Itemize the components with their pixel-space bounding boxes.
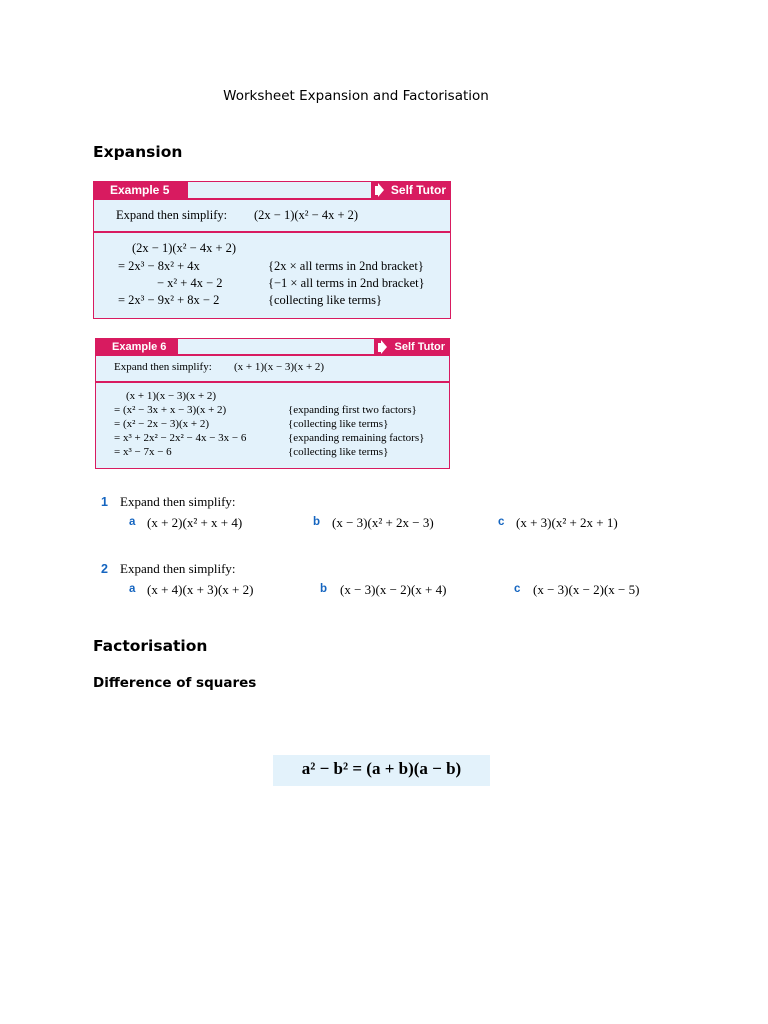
example-5-header	[94, 182, 450, 199]
example-5-box	[93, 181, 451, 319]
example-6-step-note: {collecting like terms}	[288, 446, 389, 458]
difference-of-squares-formula: a² − b² = (a + b)(a − b)	[301, 759, 462, 778]
example-5-step-note: {2x × all terms in 2nd bracket}	[268, 259, 424, 273]
speaker-icon	[378, 343, 382, 352]
example-5-step-work: = 2x³ − 9x² + 8x − 2	[118, 293, 220, 307]
example-6-box	[95, 338, 450, 469]
part-label: b	[320, 583, 328, 595]
example-6-step-note: {expanding first two factors}	[288, 404, 417, 416]
example-5-prompt: Expand then simplify:	[116, 208, 228, 222]
part-label: c	[514, 583, 521, 595]
part-expression: (x − 3)(x − 2)(x + 4)	[340, 582, 447, 597]
self-tutor-badge[interactable]	[371, 182, 450, 199]
example-5-step-work: = 2x³ − 8x² + 4x	[118, 259, 200, 273]
prompt-divider	[94, 231, 450, 233]
example-6-expression: (x + 1)(x − 3)(x + 2)	[234, 361, 325, 373]
example-5-step-work: − x² + 4x − 2	[157, 276, 223, 290]
part-label: a	[129, 583, 136, 595]
example-5-step-note: {−1 × all terms in 2nd bracket}	[268, 276, 425, 290]
example-6-step-note: {expanding remaining factors}	[288, 432, 425, 444]
example-6-prompt: Expand then simplify:	[114, 361, 212, 373]
header-divider	[96, 354, 449, 356]
part-label: b	[313, 516, 321, 528]
self-tutor-label: Self Tutor	[390, 183, 446, 197]
heading-factorisation: Factorisation	[93, 637, 208, 655]
part-label: a	[129, 516, 136, 528]
part-expression: (x − 3)(x² + 2x − 3)	[332, 515, 434, 530]
part-label: c	[498, 516, 505, 528]
part-expression: (x + 2)(x² + x + 4)	[147, 515, 243, 530]
example-6-step-work: = (x² − 2x − 3)(x + 2)	[114, 418, 210, 430]
example-6-tag: Example 6	[96, 339, 178, 356]
question-number: 2	[101, 562, 108, 576]
example-6-step-work: = x³ + 2x² − 2x² − 4x − 3x − 6	[114, 432, 247, 444]
self-tutor-label: Self Tutor	[394, 341, 445, 353]
part-expression: (x + 4)(x + 3)(x + 2)	[147, 582, 254, 597]
header-divider	[94, 198, 450, 200]
part-expression: (x − 3)(x − 2)(x − 5)	[533, 582, 640, 597]
formula-box	[273, 755, 490, 786]
subheading-difference-of-squares: Difference of squares	[93, 675, 257, 691]
example-6-step-work: (x + 1)(x − 3)(x + 2)	[126, 390, 217, 402]
example-6-step-work: = (x² − 3x + x − 3)(x + 2)	[114, 404, 227, 416]
speaker-icon	[375, 186, 379, 195]
example-5-tag: Example 5	[94, 182, 188, 199]
example-6-step-note: {collecting like terms}	[288, 418, 389, 430]
question-prompt: Expand then simplify:	[120, 494, 236, 509]
part-expression: (x + 3)(x² + 2x + 1)	[516, 515, 618, 530]
example-5-expression: (2x − 1)(x² − 4x + 2)	[254, 208, 359, 222]
question-prompt: Expand then simplify:	[120, 561, 236, 576]
question-number: 1	[101, 495, 108, 509]
example-5-step-work: (2x − 1)(x² − 4x + 2)	[132, 241, 237, 255]
heading-expansion: Expansion	[93, 143, 183, 161]
prompt-divider	[96, 381, 449, 383]
example-6-step-work: = x³ − 7x − 6	[114, 446, 172, 458]
document-title: Worksheet Expansion and Factorisation	[223, 88, 489, 104]
example-5-step-note: {collecting like terms}	[268, 293, 383, 307]
